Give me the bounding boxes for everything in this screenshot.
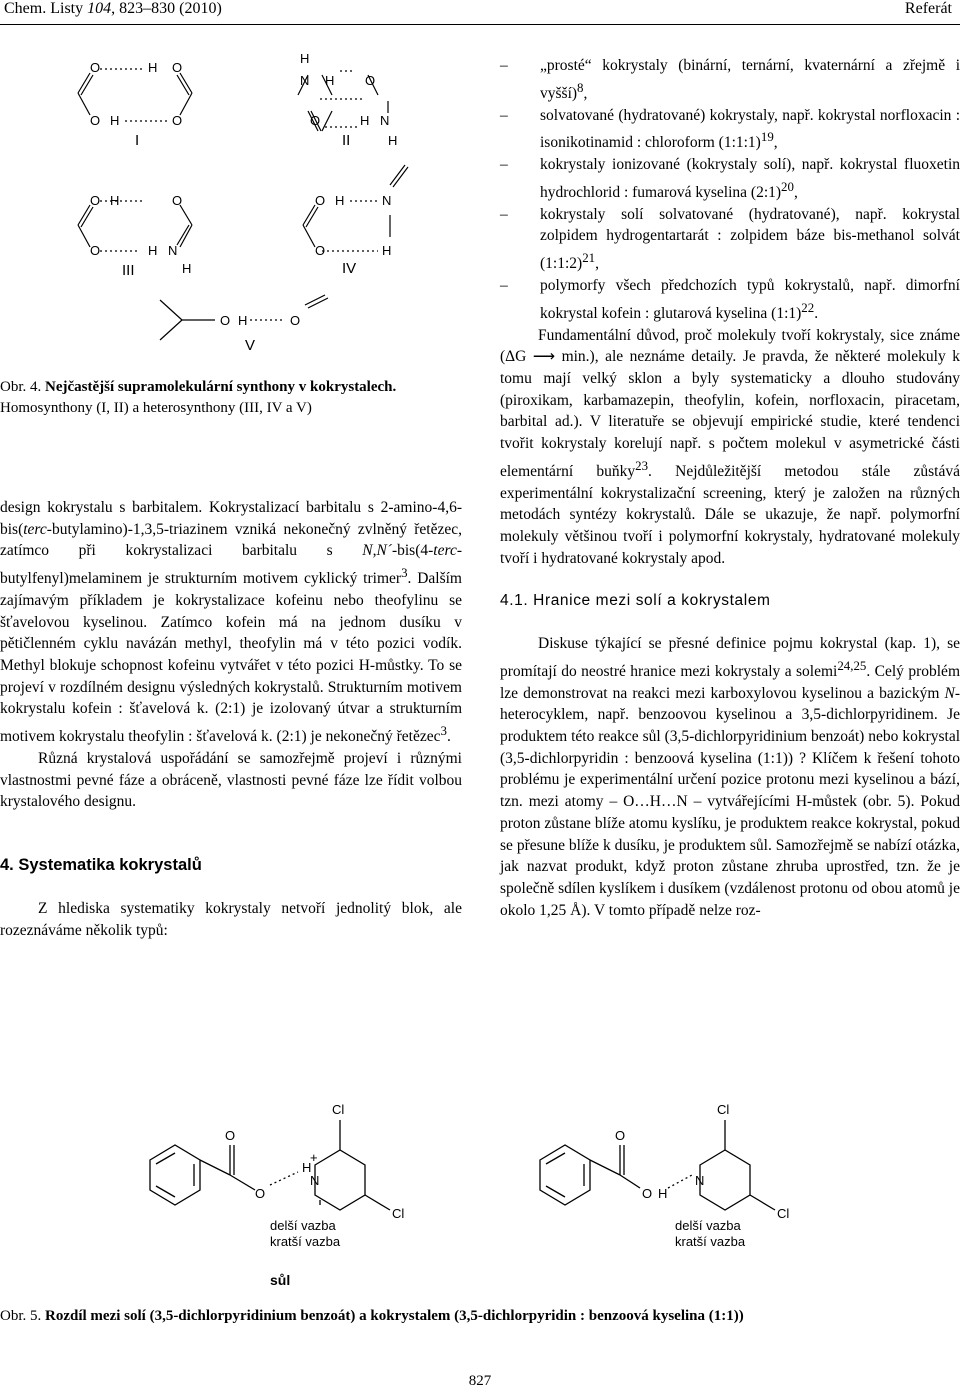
page-number: 827 [468, 1373, 492, 1389]
atom-label: H [658, 1186, 668, 1201]
atom-label: H [360, 113, 370, 128]
figure5-caption: Obr. 5. Rozdíl mezi solí (3,5-dichlorpyridinium benzoát) a kokrystalem (3,5-dichlorpyridin : benzoová kyselina (1:1)) [0, 1308, 744, 1324]
chlorine-label: Cl [777, 1206, 790, 1221]
atom-label: H [335, 193, 345, 208]
atom-label: H [300, 51, 310, 66]
subsection-heading: 4.1. Hranice mezi solí a kokrystalem [500, 592, 771, 610]
figure5-salt-vs-cocrystal [120, 1100, 840, 1295]
atom-label: O [315, 243, 326, 258]
chlorine-label: Cl [332, 1102, 345, 1117]
shorter-bond-label: kratší vazba [675, 1234, 746, 1249]
atom-label: O [172, 193, 183, 208]
list-item: – kokrystaly solí solvatované (hydratované), např. kokrystal zolpidem hydrogentartarát : zolpidem báze bis-methanol solvát (1:1:2)$^{21}$, [500, 204, 960, 275]
atom-label: N [382, 193, 392, 208]
journal-citation: Chem. Listy 104, 823–830 (2010) [4, 0, 222, 17]
atom-label: H [302, 1160, 312, 1175]
atom-label: O [172, 113, 183, 128]
chlorine-label: Cl [392, 1206, 405, 1221]
paragraph: Různá krystalová uspořádání se samozřejmě projeví i různými vlastnostmi pevné fáze a obráceně, vlastnosti pevné fáze lze řídit volbou krystalového designu. [0, 750, 462, 811]
atom-label: H [148, 60, 158, 75]
paragraph: design kokrystalu s barbitalem. Kokrystalizací barbitalu s 2-amino-4,6-bis(terc-butylamino)-1,3,5-triazinem vzniká nekonečný zvlněný řetězec, zatímco při kokrystalizaci barbitalu s N,N´-bis(4-terc-butylfenyl)melaminem je strukturním motivem cyklický trimer$^3$. Dalším zajímavým příkladem je kokrystalizace kofeinu nebo theofylinu se šťavelovou kyselinou. Zatímco kofein má na jednom dusíku v pětičlenném cyklu navázán methyl, theofylin má v této pozici vodík. Methyl blokuje schopnost kofeinu vytvářet v této pozici H-můstky. To se projeví v rozdílném designu výsledných kokrystalů. Strukturním motivem kokrystalu kofein : šťavelová k. (2:1) je izolovaný útvar a strukturním motivem kokrystalu theofylin : šťavelová k. (2:1) je nekonečný řetězec$^3$. [0, 499, 462, 746]
list-item: – solvatované (hydratované) kokrystaly, např. kokrystal norfloxacin : isonikotinamid : chloroform (1:1:1)$^{19}$, [500, 105, 960, 155]
atom-label: N [300, 73, 310, 88]
atom-label: N [310, 1173, 320, 1188]
atom-label: O [90, 113, 101, 128]
atom-label: O [310, 113, 321, 128]
atom-label: N [380, 113, 390, 128]
atom-label: N [168, 243, 178, 258]
atom-label: O [220, 313, 231, 328]
atom-label: O [90, 193, 101, 208]
atom-label: O [615, 1128, 626, 1143]
atom-label: H [148, 243, 158, 258]
atom-label: N [695, 1173, 705, 1188]
atom-label: O [255, 1186, 266, 1201]
atom-label: H [238, 313, 248, 328]
figure4-caption: Obr. 4. Nejčastější supramolekulární synthony v kokrystalech. Homosynthony (I, II) a heterosynthony (III, IV a V) [0, 379, 397, 416]
left-column [0, 497, 462, 941]
atom-label: O [225, 1128, 236, 1143]
atom-label: H [388, 133, 398, 148]
salt-label: sůl [270, 1272, 291, 1288]
paragraph: Fundamentální důvod, proč molekuly tvoří kokrystaly, sice známe (ΔG ⟶ min.), ale neznáme detaily. Je pravda, že některé molekuly k tomu mají velký sklon a byly systematicky a dlouho studovány (piroxikam, karbamazepin, theofylin, kofein, norfloxacin, piracetam, barbital ad.). V literatuře se objevují empirické studie, které tendenci tvořit kokrystaly korelují např. s počtem molekul v asymetrické části elementární buňky$^{23}$. Nejdůležitější metodou stále zůstává experimentální kokrystalizační screening, který je založen na různých metodách syntézy kokrystalů. Dále se ukazuje, že např. polymorfní molekuly většinou tvoří i polymorfní kokrystaly, hydratované molekuly tvoří i hydratované kokrystaly apod. [500, 326, 960, 567]
charge-plus: + [310, 1150, 318, 1165]
cocrystal-types-list [500, 55, 960, 325]
atom-label: O [315, 193, 326, 208]
figure4-synthons [60, 45, 480, 355]
atom-label: O [290, 313, 301, 328]
right-column [500, 55, 960, 921]
list-item: – polymorfy všech předchozích typů kokrystalů, např. dimorfní kokrystal kofein : glutarová kyselina (1:1)$^{22}$. [500, 275, 960, 325]
synthon-numeral: V [245, 337, 256, 354]
running-header [0, 0, 960, 24]
atom-label: H [110, 113, 120, 128]
list-item: – „prosté“ kokrystaly (binární, ternární, kvaternární a zřejmě i vyšší)$^8$, [500, 55, 960, 105]
atom-label: H [182, 261, 192, 276]
synthon-numeral: III [122, 262, 135, 279]
longer-bond-label: delší vazba [675, 1218, 741, 1233]
section-name: Referát [904, 0, 952, 17]
paragraph: Z hlediska systematiky kokrystaly netvoří jednolitý blok, ale rozeznáváme několik typů: [0, 899, 462, 939]
header-rule [0, 24, 960, 25]
atom-label: O [172, 60, 183, 75]
section-heading: 4. Systematika kokrystalů [0, 856, 202, 875]
synthon-numeral: I [135, 132, 140, 149]
atom-label: H [382, 243, 392, 258]
atom-label: O [365, 73, 376, 88]
figure4-atoms [90, 51, 397, 354]
synthon-numeral: IV [342, 260, 357, 277]
atom-label: O [642, 1186, 653, 1201]
shorter-bond-label: kratší vazba [270, 1234, 341, 1249]
atom-label: O [90, 243, 101, 258]
list-item: – kokrystaly ionizované (kokrystaly solí), např. kokrystal fluoxetin hydrochlorid : fumarová kyselina (2:1)$^{20}$, [500, 154, 960, 204]
atom-label: H [110, 193, 120, 208]
longer-bond-label: delší vazba [270, 1218, 336, 1233]
atom-label: O [90, 60, 101, 75]
paragraph: Diskuse týkající se přesné definice pojmu kokrystal (kap. 1), se promítají do neostré hranice mezi kokrystaly a solemi$^{24,25}$. Celý problém lze demonstrovat na reakci mezi karboxylovou kyselinou a bazickým N-heterocyklem, např. benzoovou kyselinou a 3,5-dichlorpyridinem. Je produktem této reakce sůl (3,5-dichlorpyridinium benzoát) nebo kokrystal (3,5-dichlorpyridin : benzoová kyselina (1:1)) ? Klíčem k řešení tohoto problému je experimentální určení pozice protonu mezi kyselinou a bází, tzn. mezi atomy – O…H…N – vytvářejícími H-můstek (obr. 5). Pokud proton zůstane blíže atomu kyslíku, je produktem reakce kokrystal, pokud se přesune blíže k dusíku, je produktem sůl. Samozřejmě se nabízí otázka, jak nazvat produkt, když proton zůstane zhruba uprostřed, tzn. že je společně sdílen kyslíkem i dusíkem (vzdálenost protonu od obou atomů je okolo 1,25 Å). V tomto případě nelze roz- [500, 635, 960, 919]
chlorine-label: Cl [717, 1102, 730, 1117]
synthon-numeral: II [342, 132, 351, 149]
atom-label: H [325, 73, 335, 88]
